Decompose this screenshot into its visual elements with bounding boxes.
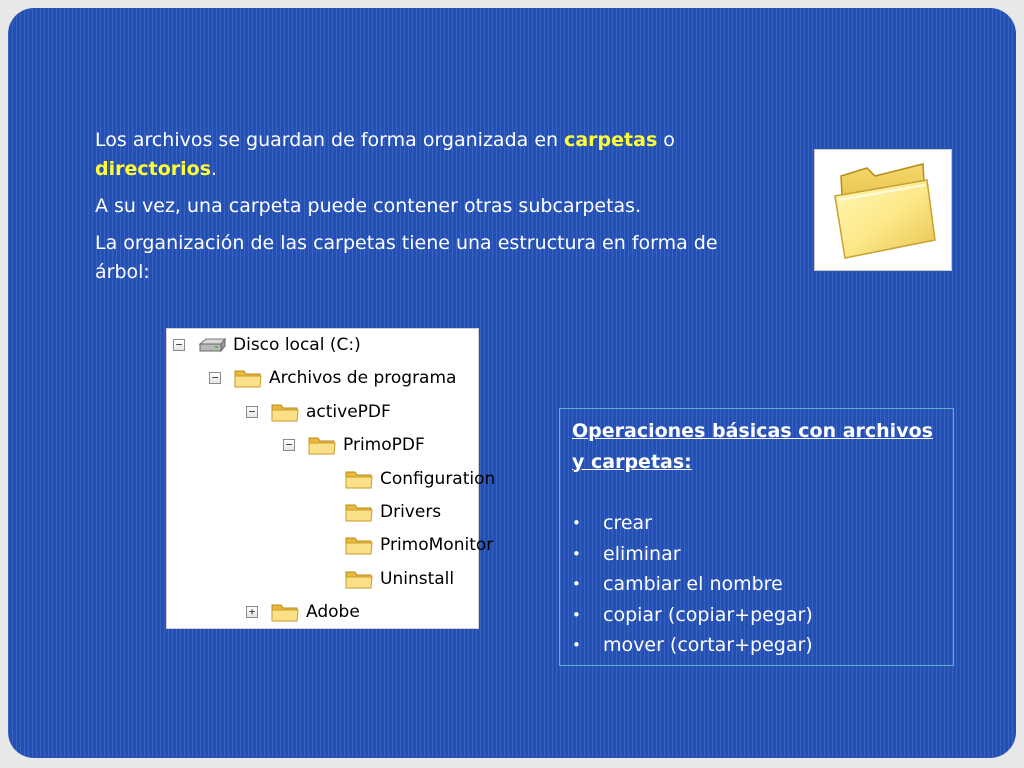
tree-item-label: Configuration: [380, 468, 496, 489]
bullet-icon: •: [572, 605, 581, 624]
tree-item[interactable]: [320, 497, 441, 527]
intro-paragraph-2: A su vez, una carpeta puede contener otras subcarpetas.: [95, 195, 642, 217]
bullet-icon: •: [572, 636, 581, 654]
intro-paragraph-3: La organización de las carpetas tiene una estructura en forma de árbol:: [95, 232, 718, 283]
intro-p1-period: .: [211, 158, 218, 180]
intro-paragraph-1: [95, 126, 805, 184]
tree-item-label: activePDF: [306, 401, 391, 422]
operation-item: [572, 508, 941, 539]
operation-label: copiar (copiar+pegar): [603, 603, 813, 626]
operation-item: [572, 600, 941, 631]
operations-list: [572, 508, 941, 661]
expand-icon[interactable]: +: [246, 606, 258, 618]
operation-label: mover (cortar+pegar): [603, 634, 813, 656]
operations-box: [559, 408, 954, 666]
folder-icon: [344, 568, 374, 590]
folder-tree: [166, 328, 496, 629]
tree-item-label: Drivers: [380, 502, 442, 522]
collapse-icon[interactable]: −: [283, 439, 295, 451]
bullet-icon: •: [572, 575, 581, 593]
operation-item: [572, 630, 941, 661]
bullet-icon: •: [572, 544, 581, 563]
operation-item: [572, 569, 941, 600]
keyword-directorios: directorios: [95, 158, 212, 180]
tree-item[interactable]: [320, 530, 493, 560]
tree-item[interactable]: [209, 363, 456, 393]
collapse-icon[interactable]: −: [209, 372, 221, 384]
operation-label: eliminar: [603, 542, 681, 565]
collapse-icon[interactable]: −: [173, 339, 185, 351]
keyword-carpetas: carpetas: [564, 129, 658, 151]
folder-icon: [233, 367, 263, 389]
tree-item-label: Uninstall: [380, 568, 455, 589]
tree-item[interactable]: [173, 330, 361, 360]
tree-item[interactable]: [320, 464, 495, 494]
tree-item[interactable]: [246, 597, 360, 627]
folder-icon: [344, 501, 374, 523]
collapse-icon[interactable]: −: [246, 406, 258, 418]
bullet-icon: •: [572, 514, 581, 532]
folder-icon: [270, 601, 300, 623]
operation-label: crear: [603, 512, 652, 534]
tree-item-label: PrimoMonitor: [380, 535, 494, 556]
tree-item[interactable]: [320, 564, 454, 594]
tree-item-label: Archivos de programa: [269, 368, 457, 389]
tree-item-label: PrimoPDF: [343, 435, 425, 456]
folder-icon: [344, 534, 374, 556]
folder-icon: [344, 468, 374, 490]
operation-label: cambiar el nombre: [603, 573, 783, 595]
folder-image: [814, 149, 952, 271]
tree-item[interactable]: [246, 397, 391, 427]
tree-item[interactable]: [283, 430, 425, 460]
intro-p1-connector: o: [657, 129, 675, 151]
intro-p1-text: Los archivos se guardan de forma organizada en: [95, 129, 565, 151]
operation-item: [572, 539, 941, 570]
tree-item-label: Adobe: [306, 602, 360, 623]
operations-title: Operaciones básicas con archivos y carpetas:: [572, 420, 933, 473]
folder-icon: [270, 401, 300, 423]
slide: [8, 8, 1016, 758]
drive-icon: [197, 334, 227, 356]
intro-text: [95, 126, 805, 295]
large-folder-icon: [815, 150, 951, 270]
tree-item-label: Disco local (C:): [233, 335, 361, 355]
folder-icon: [307, 434, 337, 456]
